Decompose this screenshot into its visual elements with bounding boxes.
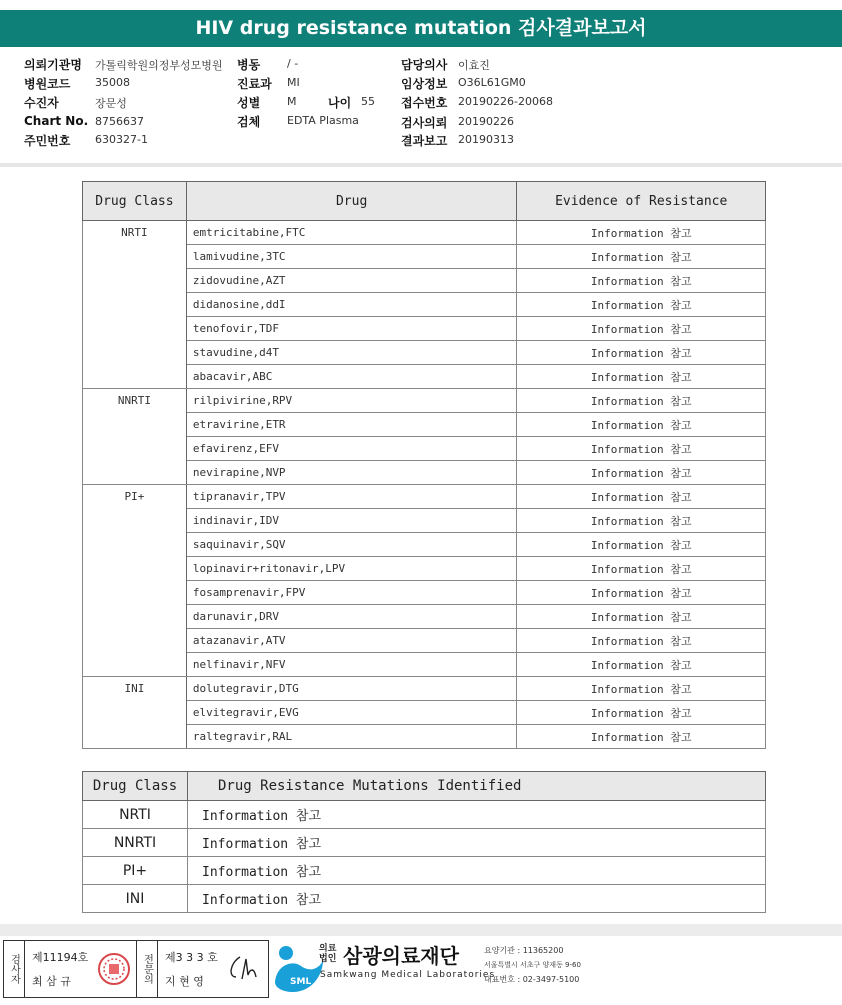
code-label: 병원코드 [24, 77, 71, 91]
patient-value: 장문성 [95, 97, 127, 110]
patient-info [0, 55, 842, 153]
drug-class-cell: PI+ [83, 485, 187, 677]
tester-label: 검사자 [4, 941, 25, 997]
evidence-cell: Information 참고 [517, 365, 766, 389]
evidence-cell: Information 참고 [517, 341, 766, 365]
drug-cell: etravirine,ETR [186, 413, 517, 437]
evidence-cell: Information 참고 [517, 557, 766, 581]
org-name-en: Samkwang Medical Laboratories [320, 970, 496, 980]
mutation-cell: Information 참고 [188, 801, 766, 829]
table-row [83, 801, 766, 829]
chart-label: Chart No. [24, 114, 89, 128]
org-phone: 대표번호 : 02-3497-5100 [484, 975, 580, 984]
evidence-cell: Information 참고 [517, 629, 766, 653]
drug-cell: fosamprenavir,FPV [186, 581, 517, 605]
patient-label: 수진자 [24, 96, 59, 110]
mutations-table [82, 771, 766, 913]
signature-box [3, 940, 269, 998]
evidence-cell: Information 참고 [517, 389, 766, 413]
org-code: 요양기관 : 11365200 [484, 946, 564, 955]
drug-cell: tenofovir,TDF [186, 317, 517, 341]
request-value: 20190226 [458, 115, 514, 128]
id-value: 630327-1 [95, 133, 148, 146]
drug-cell: saquinavir,SQV [186, 533, 517, 557]
drug-cell: lopinavir+ritonavir,LPV [186, 557, 517, 581]
report-value: 20190313 [458, 133, 514, 146]
receipt-label: 접수번호 [401, 96, 448, 110]
svg-text:SML: SML [290, 977, 312, 987]
drug-cell: indinavir,IDV [186, 509, 517, 533]
drug-cell: efavirenz,EFV [186, 437, 517, 461]
table-row [83, 829, 766, 857]
header-mutations: Drug Resistance Mutations Identified [188, 772, 766, 801]
drug-cell: stavudine,d4T [186, 341, 517, 365]
evidence-cell: Information 참고 [517, 653, 766, 677]
footer-divider [0, 924, 842, 936]
drug-cell: darunavir,DRV [186, 605, 517, 629]
evidence-cell: Information 참고 [517, 533, 766, 557]
mutation-cell: Information 참고 [188, 829, 766, 857]
evidence-cell: Information 참고 [517, 245, 766, 269]
mutation-cell: Information 참고 [188, 857, 766, 885]
evidence-cell: Information 참고 [517, 461, 766, 485]
tester-license: 제11194호 [32, 951, 89, 964]
evidence-cell: Information 참고 [517, 221, 766, 245]
code-value: 35008 [95, 76, 130, 89]
org-name: 삼광의료재단 [343, 944, 459, 968]
request-label: 검사의뢰 [401, 116, 448, 130]
table-row [83, 885, 766, 913]
clinical-label: 임상정보 [401, 77, 448, 91]
evidence-cell: Information 참고 [517, 701, 766, 725]
handwritten-signature [226, 953, 262, 983]
evidence-cell: Information 참고 [517, 413, 766, 437]
evidence-cell: Information 참고 [517, 293, 766, 317]
header-drug-class: Drug Class [83, 182, 187, 221]
evidence-cell: Information 참고 [517, 581, 766, 605]
table-row [83, 677, 766, 701]
header-evidence: Evidence of Resistance [517, 182, 766, 221]
header-drug-class: Drug Class [83, 772, 188, 801]
age-value: 55 [361, 95, 375, 108]
evidence-cell: Information 참고 [517, 485, 766, 509]
ward-label: 병동 [237, 58, 261, 72]
drug-cell: nelfinavir,NFV [186, 653, 517, 677]
drug-cell: rilpivirine,RPV [186, 389, 517, 413]
sex-label: 성별 [237, 96, 261, 110]
sex-value: M [287, 95, 297, 108]
dept-label: 진료과 [237, 77, 272, 91]
specimen-label: 검체 [237, 115, 261, 129]
table-row [83, 389, 766, 413]
drug-cell: didanosine,ddI [186, 293, 517, 317]
table-row [83, 221, 766, 245]
evidence-cell: Information 참고 [517, 509, 766, 533]
drug-class-cell: INI [83, 677, 187, 749]
drug-resistance-table [82, 181, 766, 749]
drug-cell: lamivudine,3TC [186, 245, 517, 269]
clinical-value: O36L61GM0 [458, 76, 526, 89]
chart-value: 8756637 [95, 115, 144, 128]
drug-cell: elvitegravir,EVG [186, 701, 517, 725]
report-title: HIV drug resistance mutation 검사결과보고서 [0, 10, 842, 47]
age-label: 나이 [328, 96, 352, 110]
ward-value: / - [287, 57, 299, 70]
evidence-cell: Information 참고 [517, 677, 766, 701]
drug-cell: raltegravir,RAL [186, 725, 517, 749]
specimen-value: EDTA Plasma [287, 114, 359, 127]
drug-cell: atazanavir,ATV [186, 629, 517, 653]
hospital-value: 가톨릭학원의정부성모병원 [95, 59, 223, 72]
seal-stamp [96, 949, 132, 989]
org-address: 서울특별시 서초구 양재동 9-60 [484, 961, 581, 969]
drug-class-cell: NNRTI [83, 389, 187, 485]
specialist-label: 전문의 [136, 941, 158, 997]
drug-class-cell: PI+ [83, 857, 188, 885]
drug-cell: nevirapine,NVP [186, 461, 517, 485]
mutation-cell: Information 참고 [188, 885, 766, 913]
specialist-name: 지 현 영 [165, 975, 204, 988]
drug-cell: dolutegravir,DTG [186, 677, 517, 701]
evidence-cell: Information 참고 [517, 725, 766, 749]
specialist-license: 제3 3 3 호 [165, 951, 218, 964]
drug-cell: tipranavir,TPV [186, 485, 517, 509]
org-legal: 의료법인 [319, 944, 337, 964]
evidence-cell: Information 참고 [517, 437, 766, 461]
evidence-cell: Information 참고 [517, 317, 766, 341]
hospital-label: 의뢰기관명 [24, 58, 82, 72]
drug-cell: zidovudine,AZT [186, 269, 517, 293]
drug-cell: emtricitabine,FTC [186, 221, 517, 245]
table-row [83, 857, 766, 885]
table-row [83, 485, 766, 509]
drug-class-cell: NRTI [83, 221, 187, 389]
section-divider [0, 163, 842, 167]
drug-class-cell: NRTI [83, 801, 188, 829]
doctor-value: 이효진 [458, 59, 490, 72]
doctor-label: 담당의사 [401, 58, 448, 72]
evidence-cell: Information 참고 [517, 605, 766, 629]
header-drug: Drug [186, 182, 517, 221]
evidence-cell: Information 참고 [517, 269, 766, 293]
tester-name: 최 삼 규 [32, 975, 71, 988]
id-label: 주민번호 [24, 134, 71, 148]
receipt-value: 20190226-20068 [458, 95, 553, 108]
dept-value: MI [287, 76, 300, 89]
report-label: 결과보고 [401, 134, 448, 148]
drug-cell: abacavir,ABC [186, 365, 517, 389]
drug-class-cell: NNRTI [83, 829, 188, 857]
drug-class-cell: INI [83, 885, 188, 913]
